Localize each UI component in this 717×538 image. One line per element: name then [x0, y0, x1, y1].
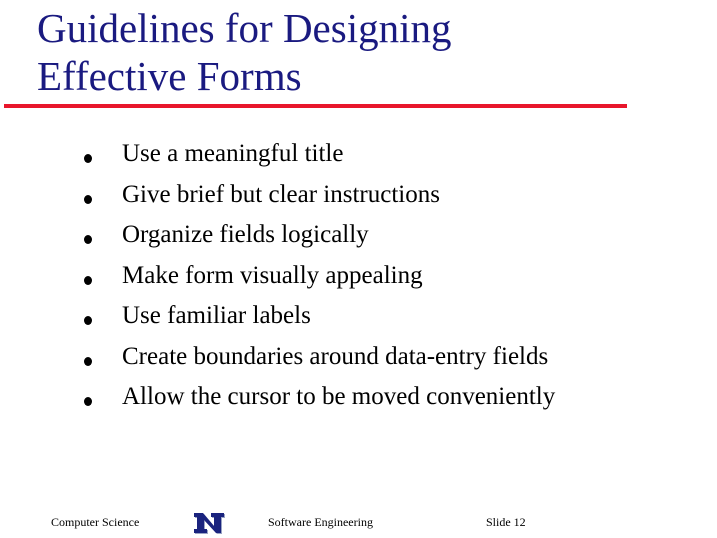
bullet-text: Make form visually appealing: [122, 261, 423, 289]
bullet-item: [84, 175, 555, 216]
footer-course: Software Engineering: [268, 515, 373, 529]
bullet-text: Organize fields logically: [122, 221, 369, 249]
bullet-item: [84, 256, 555, 297]
slide-title: [37, 4, 451, 100]
bullet-list: [84, 134, 555, 418]
bullet-text: Use familiar labels: [122, 302, 311, 330]
bullet-item: [84, 134, 555, 175]
footer-department: Computer Science: [51, 515, 140, 529]
bullet-item: [84, 337, 555, 378]
bullet-dot-icon: [84, 235, 92, 244]
bullet-text: Use a meaningful title: [122, 140, 344, 168]
title-divider: [4, 104, 627, 108]
university-n-logo-icon: [192, 511, 226, 535]
bullet-text: Create boundaries around data-entry fields: [122, 342, 549, 370]
bullet-item: [84, 296, 555, 337]
bullet-text: Allow the cursor to be moved conveniently: [122, 383, 556, 411]
bullet-dot-icon: [84, 276, 92, 285]
bullet-dot-icon: [84, 316, 92, 325]
title-line-1: Guidelines for Designing: [37, 5, 452, 51]
footer-slide-number: Slide 12: [486, 515, 526, 529]
bullet-dot-icon: [84, 357, 92, 366]
bullet-item: [84, 377, 555, 418]
bullet-dot-icon: [84, 154, 92, 163]
bullet-item: [84, 215, 555, 256]
bullet-dot-icon: [84, 195, 92, 204]
bullet-text: Give brief but clear instructions: [122, 180, 440, 208]
bullet-dot-icon: [84, 397, 92, 406]
title-line-2: Effective Forms: [37, 53, 302, 99]
